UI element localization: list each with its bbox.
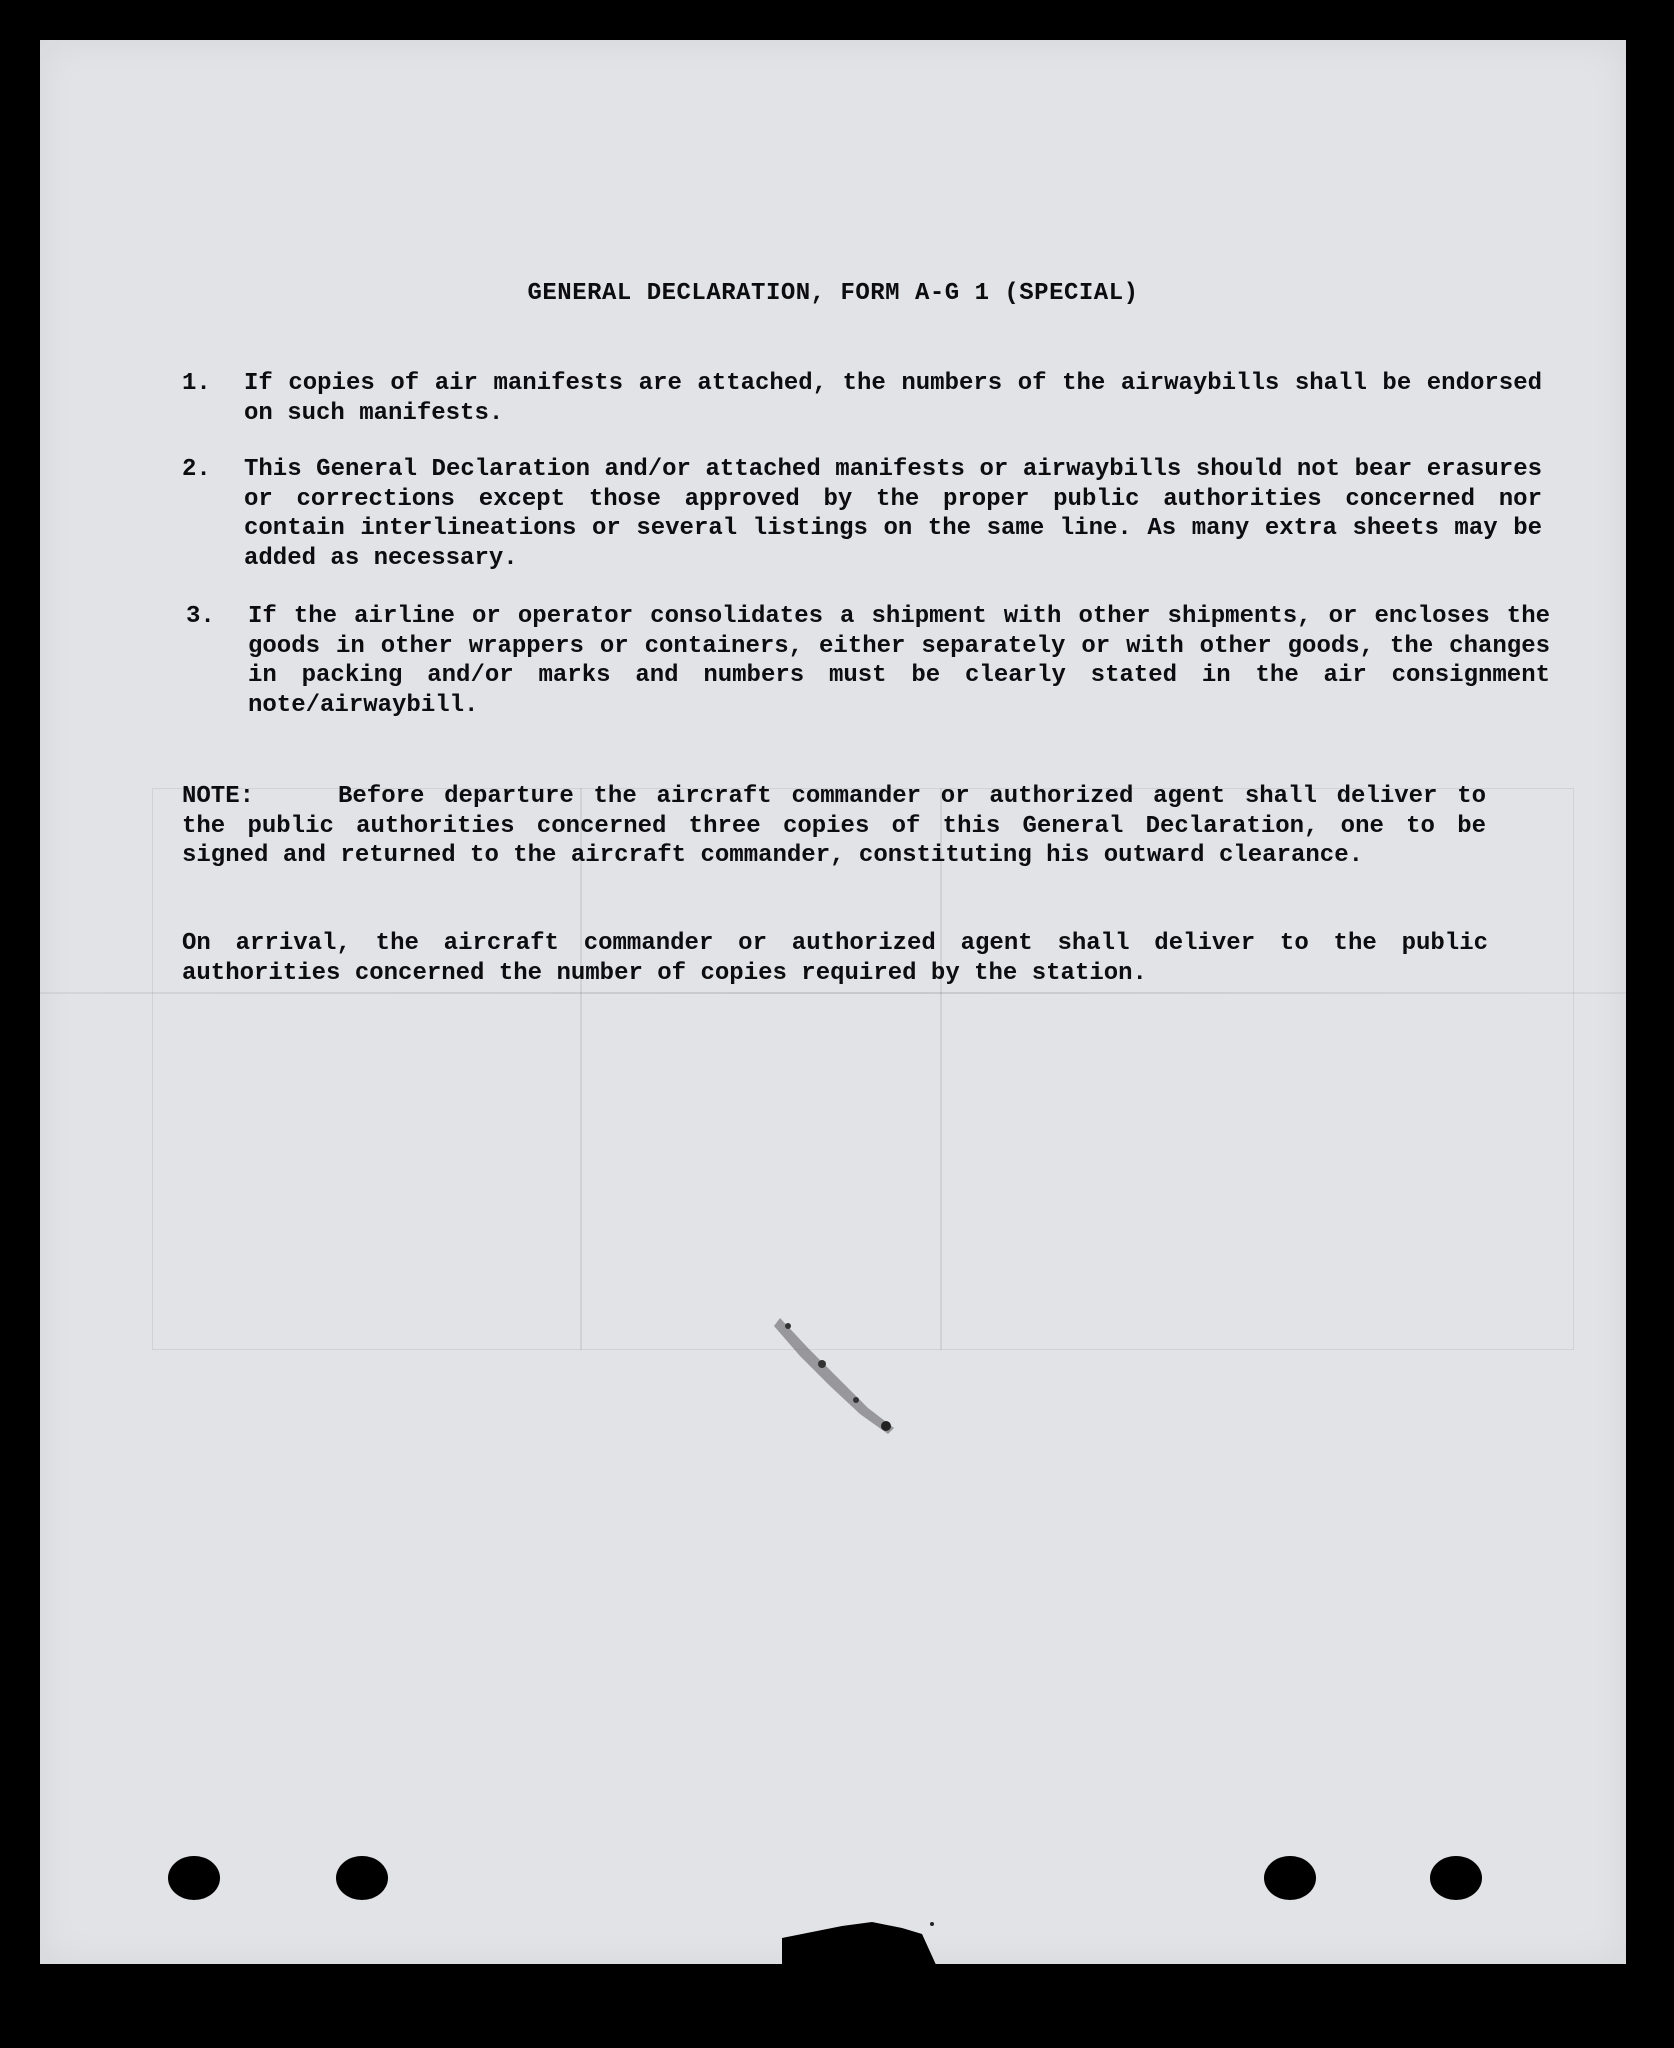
document-text xyxy=(40,40,1626,1964)
item-text: This General Declaration and/or attached manifests or airwaybills should not bear erasures or corrections except those approved by the proper public authorities concerned nor contain interlineations or several listings on the same line. As many extra sheets may be added as necessary. xyxy=(244,456,1542,572)
note-label: NOTE: xyxy=(182,783,255,810)
document-title: GENERAL DECLARATION, FORM A-G 1 (SPECIAL) xyxy=(527,280,1139,307)
punch-hole xyxy=(1430,1856,1482,1900)
item-number: 3. xyxy=(186,603,215,630)
arrival-paragraph: On arrival, the aircraft commander or authorized agent shall deliver to the public authorities concerned the number of copies required by the station. xyxy=(182,930,1488,987)
punch-hole xyxy=(1264,1856,1316,1900)
item-number: 2. xyxy=(182,456,211,483)
item-text: If copies of air manifests are attached, the numbers of the airwaybills shall be endorsed on such manifests. xyxy=(244,370,1542,427)
item-number: 1. xyxy=(182,370,211,397)
item-text: If the airline or operator consolidates a shipment with other shipments, or encloses the goods in other wrappers or containers, either separately or with other goods, the changes in packing and/or marks and numbers must be clearly stated in the air consignment note/airwaybill. xyxy=(248,603,1550,719)
punch-hole xyxy=(336,1856,388,1900)
punch-hole xyxy=(168,1856,220,1900)
document-page xyxy=(40,40,1626,1964)
note-paragraph xyxy=(182,782,1486,871)
note-text: Before departure the aircraft commander or authorized agent shall deliver to the public authorities concerned three copies of this General Declaration, one to be signed and returned to the aircraft commander, constituting his outward clearance. xyxy=(182,783,1486,869)
ink-smudge xyxy=(768,1308,908,1438)
torn-edge xyxy=(782,1918,942,1964)
